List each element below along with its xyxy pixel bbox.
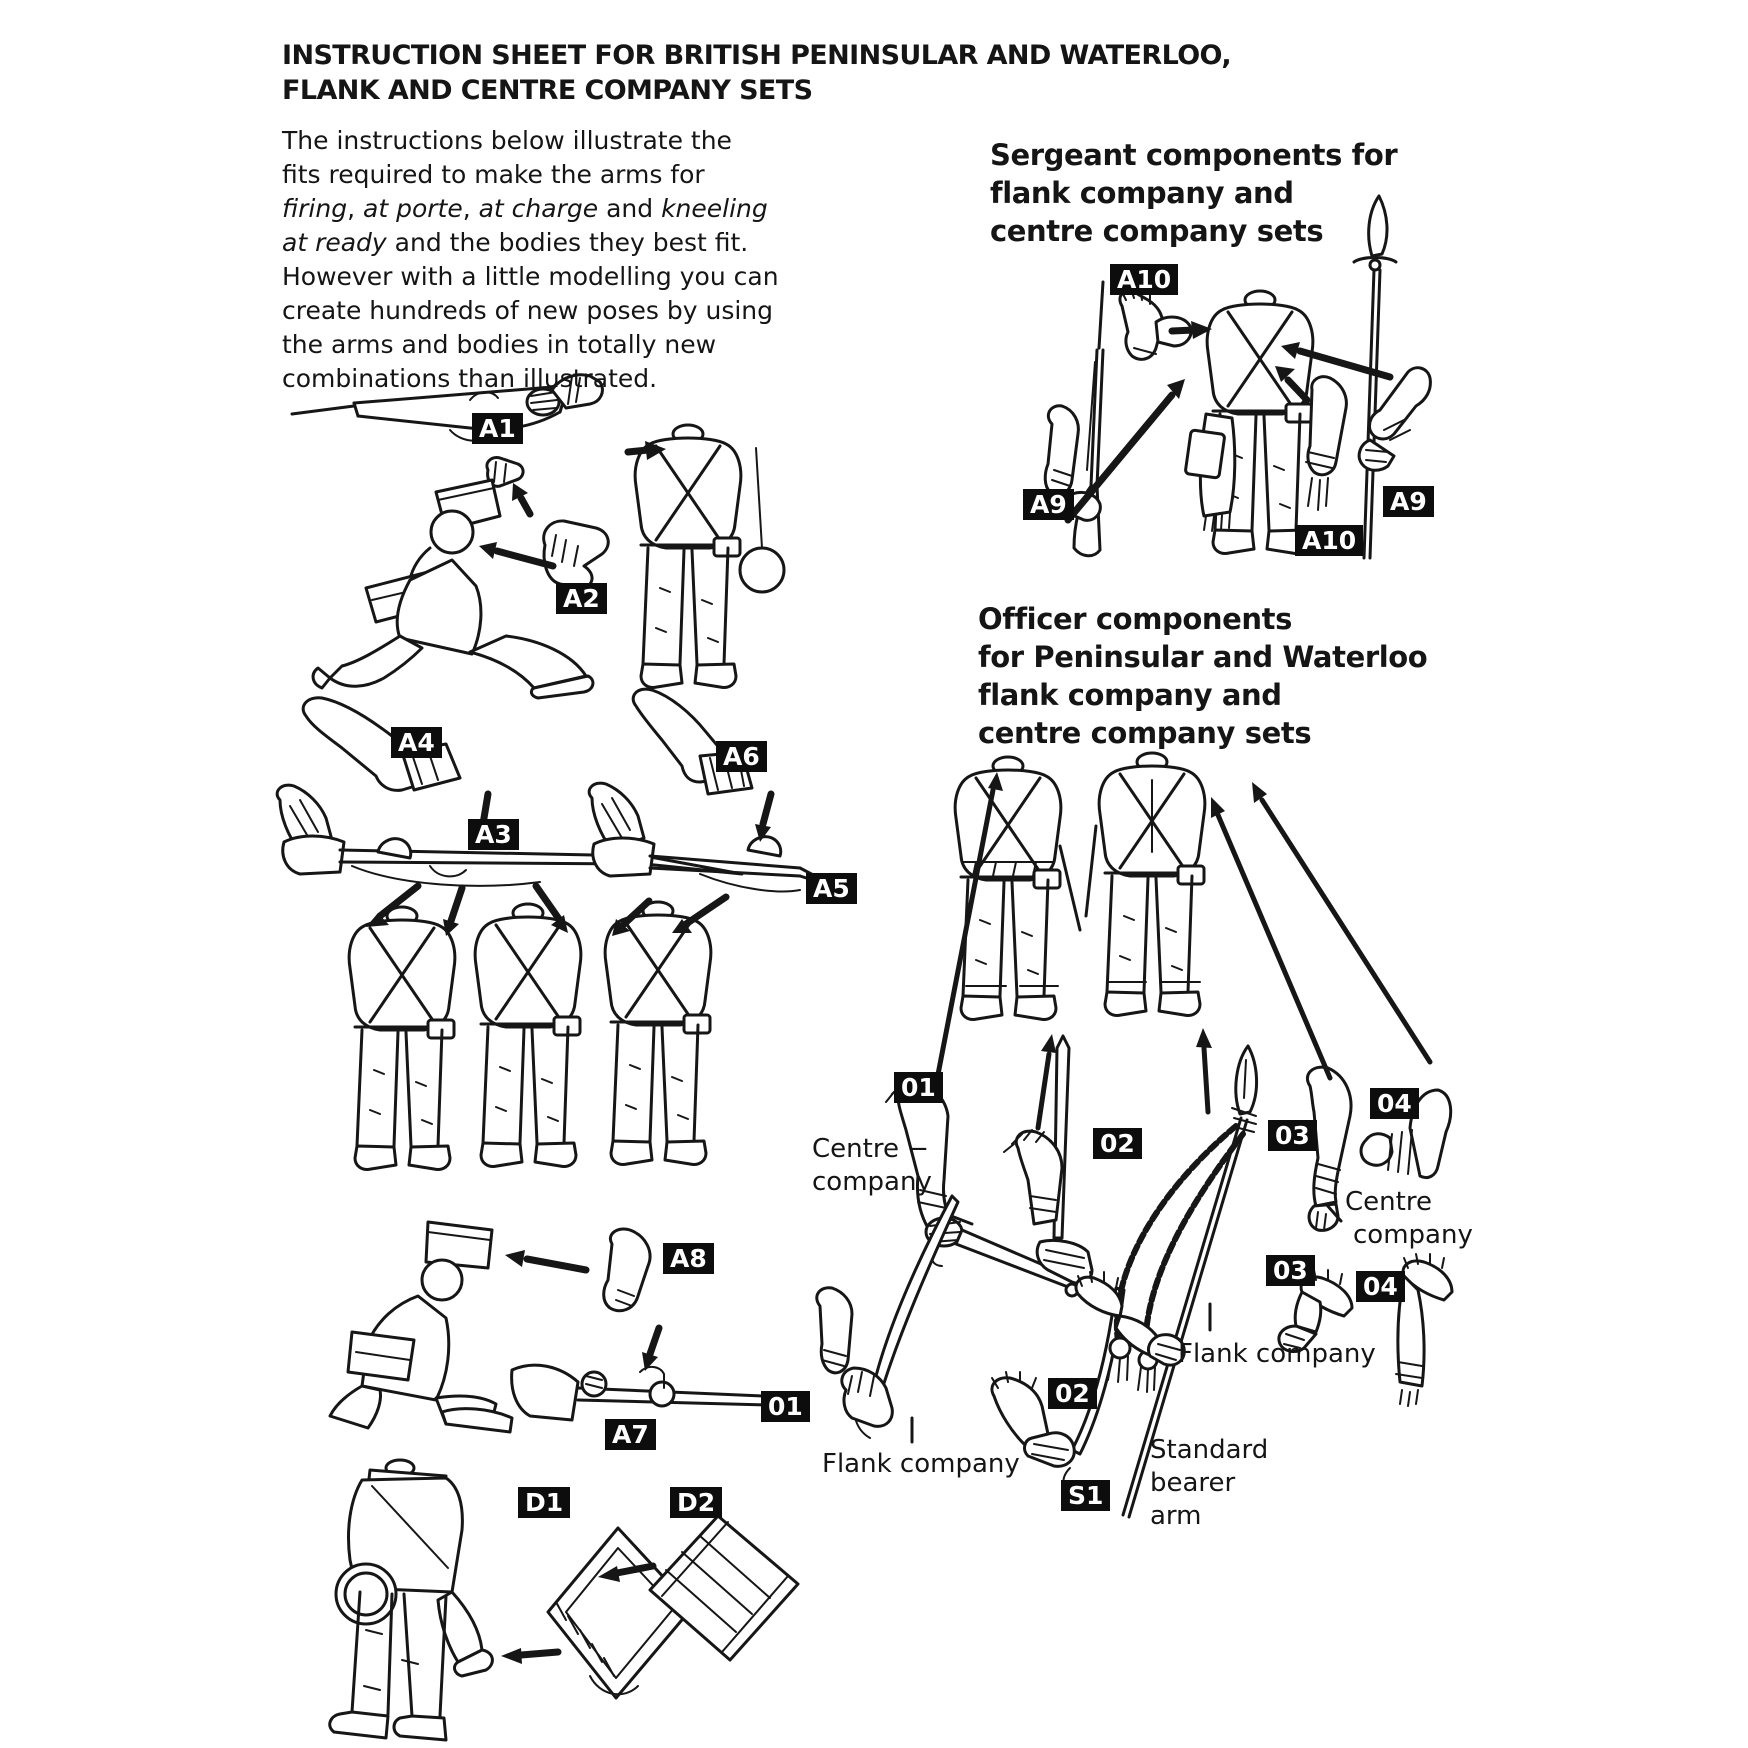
part-label-a6: A6 xyxy=(716,741,767,772)
part-label-a5: A5 xyxy=(806,873,857,904)
standing-body-firing-drawing xyxy=(635,425,784,687)
part-label-a9-left: A9 xyxy=(1023,489,1074,520)
part-label-s1: S1 xyxy=(1061,1480,1110,1511)
heading-line: Sergeant components for xyxy=(990,138,1398,172)
heading-line: centre company sets xyxy=(978,716,1312,750)
part-label-02-flank: 02 xyxy=(1048,1378,1097,1409)
part-label-01-flank: 01 xyxy=(761,1391,810,1422)
page-title xyxy=(282,38,1231,108)
arm-piece-a10-bottom-drawing xyxy=(1306,377,1346,510)
caption-line: company xyxy=(1353,1220,1473,1250)
part-label-03-centre: 03 xyxy=(1268,1120,1317,1151)
body-with-knapsack-drawing xyxy=(330,1460,493,1740)
officer-sabre-arm-01-flank-drawing xyxy=(817,1196,958,1438)
officer-body-right-drawing xyxy=(1086,753,1205,1015)
caption-line: bearer xyxy=(1150,1468,1236,1498)
part-label-04-flank: 04 xyxy=(1356,1271,1405,1302)
page-title-line2: FLANK AND CENTRE COMPANY SETS xyxy=(282,75,813,106)
caption-standard-bearer-arm xyxy=(1150,1434,1268,1533)
officer-section-heading xyxy=(978,600,1427,752)
part-label-a10-top: A10 xyxy=(1110,264,1178,295)
caption-flank-company-right: Flank company xyxy=(1178,1339,1376,1369)
caption-line: Centre − xyxy=(812,1134,929,1164)
caption-line: company xyxy=(812,1167,932,1197)
heading-line: flank company and xyxy=(978,678,1282,712)
kneeling-ready-figure-drawing xyxy=(330,1222,512,1432)
caption-centre-company-left xyxy=(812,1133,932,1199)
part-label-a1: A1 xyxy=(472,413,523,444)
arm-piece-a8-drawing xyxy=(604,1229,650,1311)
knapsack-d2-drawing xyxy=(650,1516,798,1660)
intro-paragraph xyxy=(282,124,779,396)
part-label-a7: A7 xyxy=(605,1419,656,1450)
caption-centre-company-right xyxy=(1345,1186,1473,1252)
private-body-1-drawing xyxy=(349,907,455,1169)
part-label-a8: A8 xyxy=(663,1243,714,1274)
part-label-d2: D2 xyxy=(670,1487,722,1518)
part-label-a10-bottom: A10 xyxy=(1295,525,1363,556)
heading-line: centre company sets xyxy=(990,214,1324,248)
heading-line: for Peninsular and Waterloo xyxy=(978,640,1428,674)
part-label-04-centre: 04 xyxy=(1370,1088,1419,1119)
private-body-2-drawing xyxy=(475,904,581,1166)
part-label-03-flank: 03 xyxy=(1266,1255,1315,1286)
heading-line: Officer components xyxy=(978,602,1292,636)
intro-line: firing, at porte, at charge and kneeling xyxy=(282,194,768,223)
part-label-a4: A4 xyxy=(391,727,442,758)
knapsack-d1-drawing xyxy=(548,1528,692,1698)
part-label-a2: A2 xyxy=(556,583,607,614)
part-label-02-centre: 02 xyxy=(1093,1128,1142,1159)
intro-line: combinations than illustrated. xyxy=(282,364,658,393)
caption-line: Standard xyxy=(1150,1435,1269,1465)
sergeant-section-heading xyxy=(990,136,1397,250)
kneeling-firing-figure-drawing xyxy=(313,480,593,698)
part-label-d1: D1 xyxy=(518,1487,570,1518)
musket-a5-drawing xyxy=(589,783,838,891)
elbow-arm-piece-a2-drawing xyxy=(544,521,609,588)
part-label-01-centre: 01 xyxy=(894,1072,943,1103)
intro-line: create hundreds of new poses by using xyxy=(282,296,774,325)
part-label-a9-right: A9 xyxy=(1383,486,1434,517)
caption-flank-company-bottom: Flank company xyxy=(822,1449,1020,1479)
intro-line: The instructions below illustrate the xyxy=(282,126,732,155)
intro-line: However with a little modelling you can xyxy=(282,262,779,291)
intro-line: at ready and the bodies they best fit. xyxy=(282,228,749,257)
intro-line: the arms and bodies in totally new xyxy=(282,330,717,359)
caption-line: Centre xyxy=(1345,1187,1432,1217)
part-label-a3: A3 xyxy=(468,819,519,850)
heading-line: flank company and xyxy=(990,176,1294,210)
caption-line: arm xyxy=(1150,1501,1202,1531)
intro-line: fits required to make the arms for xyxy=(282,160,705,189)
private-body-3-drawing xyxy=(605,902,711,1164)
arm-piece-a10-top-drawing xyxy=(1120,286,1191,359)
page-title-line1: INSTRUCTION SHEET FOR BRITISH PENINSULAR AND WATERLOO, xyxy=(282,40,1231,71)
